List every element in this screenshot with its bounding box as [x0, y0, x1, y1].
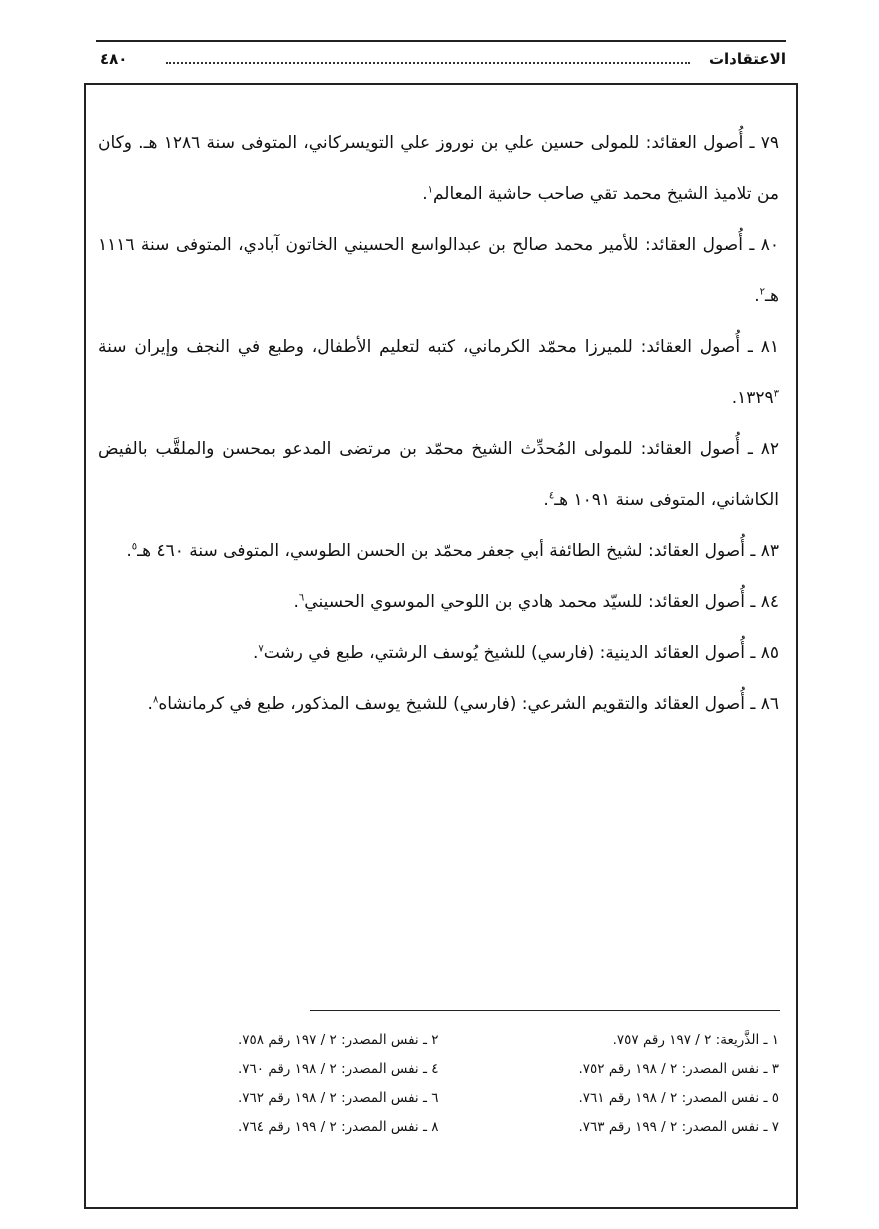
entry-86: ٨٦ ـ أُصول العقائد والتقويم الشرعي: (فارسي) للشيخ يوسف المذكور، طبع في كرمانشاه$^٨$.	[147, 694, 779, 714]
footnote-5: ٥ ـ نفس المصدر: ٢ / ١٩٨ رقم ٧٦١.	[578, 1090, 779, 1106]
footnote-separator	[310, 1010, 780, 1011]
entry-81: ٨١ ـ أُصول العقائد: للميرزا محمّد الكرماني، كتبه لتعليم الأطفال، وطبع في النجف وإيران سنة ١٣٢٩$^٣$.	[98, 337, 779, 408]
entry-text: ٨١ ـ أُصول العقائد: للميرزا محمّد الكرماني، كتبه لتعليم الأطفال، وطبع في النجف وإيران سنة ١٣٢٩	[98, 337, 779, 408]
entry-80: ٨٠ ـ أُصول العقائد: للأمير محمد صالح بن عبدالواسع الحسيني الخاتون آبادي، المتوفى سنة ١١١٦ هـ$^٢$.	[98, 235, 779, 306]
footnote-ref: ٤	[548, 490, 555, 502]
footnote-4: ٤ ـ نفس المصدر: ٢ / ١٩٨ رقم ٧٦٠.	[238, 1061, 439, 1077]
header-title: الاعتقادات	[708, 50, 786, 68]
footnote-ref: ٢	[759, 286, 766, 298]
header-dot-leader	[166, 52, 690, 64]
footnote-6: ٦ ـ نفس المصدر: ٢ / ١٩٨ رقم ٧٦٢.	[238, 1090, 439, 1106]
entry-85: ٨٥ ـ أُصول العقائد الدينية: (فارسي) للشيخ يُوسف الرشتي، طبع في رشت$^٧$.	[252, 643, 779, 663]
entry-83: ٨٣ ـ أُصول العقائد: لشيخ الطائفة أبي جعفر محمّد بن الحسن الطوسي، المتوفى سنة ٤٦٠ هـ$^٥$.	[126, 541, 779, 561]
footnotes	[98, 1028, 779, 1139]
entry-79: ٧٩ ـ أُصول العقائد: للمولى حسين علي بن نوروز علي التويسركاني، المتوفى سنة ١٢٨٦ هـ. وكان من تلاميذ الشيخ محمد تقي صاحب حاشية المعالم$^١$.	[98, 133, 779, 204]
footnote-ref: ٥	[131, 541, 138, 553]
entry-82: ٨٢ ـ أُصول العقائد: للمولى المُحدِّث الشيخ محمّد بن مرتضى المدعو بمحسن والملقَّب بالفيض الكاشاني، المتوفى سنة ١٠٩١ هـ$^٤$.	[98, 439, 779, 510]
footnote-7: ٧ ـ نفس المصدر: ٢ / ١٩٩ رقم ٧٦٣.	[578, 1119, 779, 1135]
entry-text: ٨٢ ـ أُصول العقائد: للمولى المُحدِّث الشيخ محمّد بن مرتضى المدعو بمحسن والملقَّب بالفيض الكاشاني، المتوفى سنة ١٠٩١ هـ	[98, 439, 779, 510]
footnote-1: ١ ـ الذَّريعة: ٢ / ١٩٧ رقم ٧٥٧.	[612, 1032, 779, 1048]
footnote-3: ٣ ـ نفس المصدر: ٢ / ١٩٨ رقم ٧٥٢.	[578, 1061, 779, 1077]
footnote-ref: ٦	[298, 592, 305, 604]
page-number: ٤٨٠	[100, 50, 128, 68]
footnote-2: ٢ ـ نفس المصدر: ٢ / ١٩٧ رقم ٧٥٨.	[238, 1032, 439, 1048]
running-header	[96, 40, 786, 76]
footnote-8: ٨ ـ نفس المصدر: ٢ / ١٩٩ رقم ٧٦٤.	[238, 1119, 439, 1135]
entry-84: ٨٤ ـ أُصول العقائد: للسيّد محمد هادي بن اللوحي الموسوي الحسيني$^٦$.	[293, 592, 779, 612]
footnote-ref: ٣	[773, 388, 779, 400]
entry-list	[98, 118, 779, 730]
entry-text: ٨٠ ـ أُصول العقائد: للأمير محمد صالح بن عبدالواسع الحسيني الخاتون آبادي، المتوفى سنة ١١١٦ هـ	[98, 235, 779, 306]
footnote-ref: ٧	[258, 643, 264, 655]
entry-text: ٨٥ ـ أُصول العقائد الدينية: (فارسي) للشيخ يُوسف الرشتي، طبع في رشت	[263, 643, 779, 663]
footnote-ref: ١	[427, 184, 433, 196]
footnote-ref: ٨	[152, 694, 159, 706]
entry-text: ٨٣ ـ أُصول العقائد: لشيخ الطائفة أبي جعفر محمّد بن الحسن الطوسي، المتوفى سنة ٤٦٠ هـ	[137, 541, 779, 561]
entry-text: ٨٤ ـ أُصول العقائد: للسيّد محمد هادي بن اللوحي الموسوي الحسيني	[304, 592, 779, 612]
entry-text: ٨٦ ـ أُصول العقائد والتقويم الشرعي: (فارسي) للشيخ يوسف المذكور، طبع في كرمانشاه	[158, 694, 779, 714]
entry-text: ٧٩ ـ أُصول العقائد: للمولى حسين علي بن نوروز علي التويسركاني، المتوفى سنة ١٢٨٦ هـ. وكان من تلاميذ الشيخ محمد تقي صاحب حاشية المعالم	[98, 133, 779, 204]
